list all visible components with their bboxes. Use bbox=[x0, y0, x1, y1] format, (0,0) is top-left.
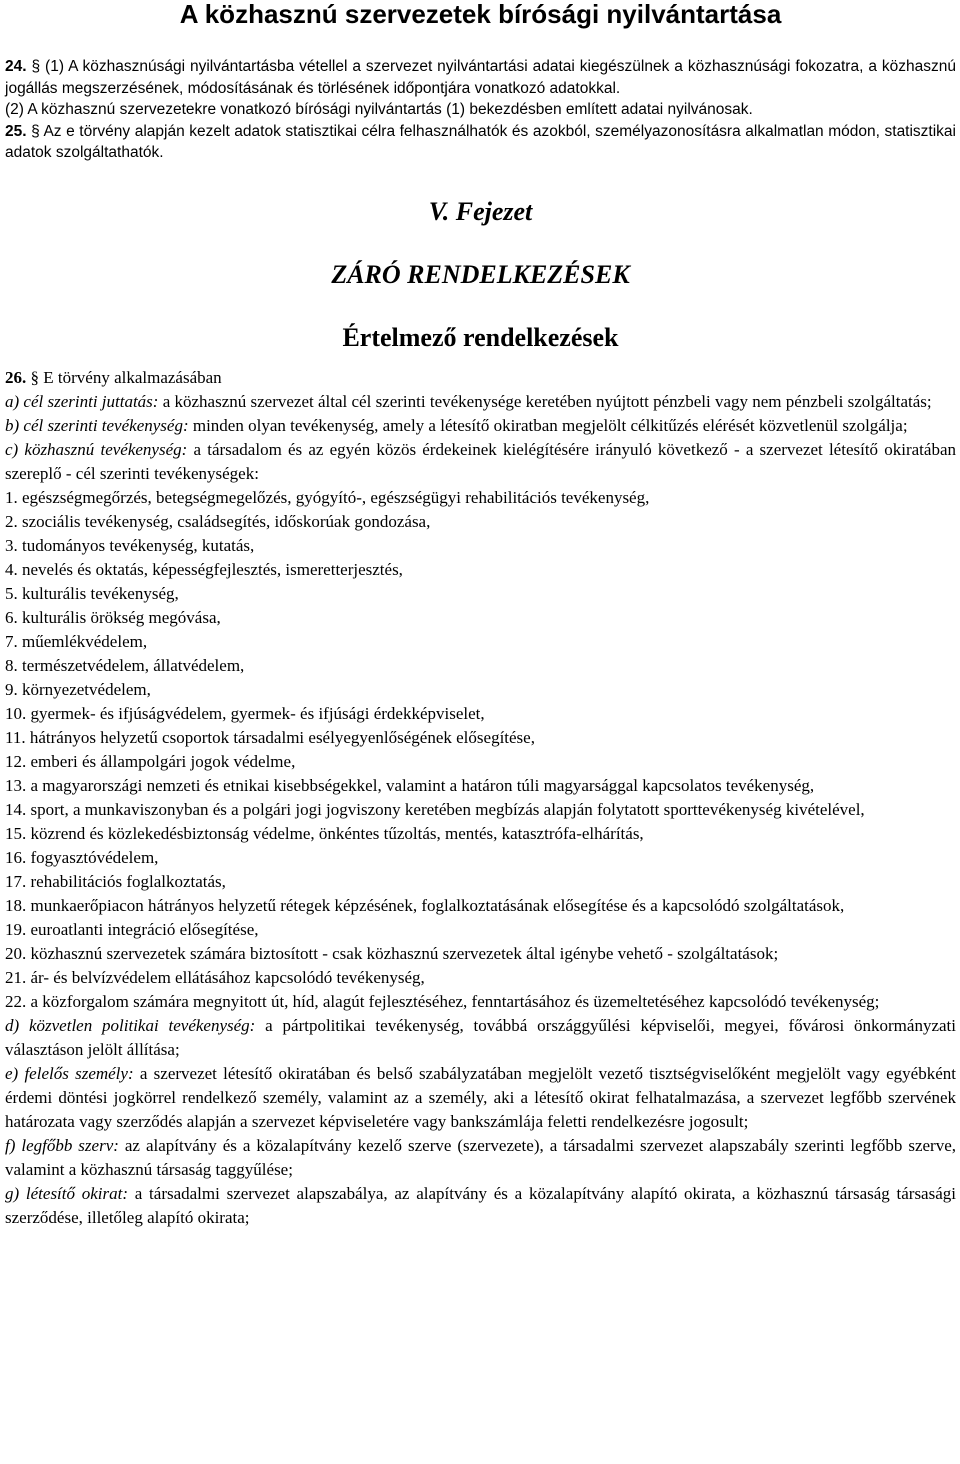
definition-text: a szervezet létesítő okiratában és belső szabályzatában megjelölt vezető tisztségviselőként megjelölt vagy egyébként érdemi döntési jogkörrel rendelkező személy, valamint az a személy, aki a létesítő okirat felhatalmazása, a szervezet legfőbb szervének határozata vagy szerződés alapján a szervezet képviseletére vagy bankszámlája feletti rendelkezésre jogosult; bbox=[5, 1063, 956, 1131]
list-item: 19. euroatlanti integráció elősegítése, bbox=[5, 919, 259, 939]
list-item: 9. környezetvédelem, bbox=[5, 679, 151, 699]
paragraph-24-2: (2) A közhasznú szervezetekre vonatkozó bírósági nyilvántartás (1) bekezdésben említett adatai nyilvánosak. bbox=[5, 101, 753, 118]
definition-term: e) felelős személy: bbox=[5, 1063, 134, 1083]
definition-a bbox=[5, 390, 956, 414]
definition-term: a) cél szerinti juttatás: bbox=[5, 391, 159, 411]
activity-list bbox=[5, 486, 956, 1014]
chapter-heading: V. Fejezet bbox=[428, 196, 533, 226]
definition-term: d) közvetlen politikai tevékenység: bbox=[5, 1015, 256, 1035]
paragraph-text: (1) A közhasznúsági nyilvántartásba vétellel a szervezet nyilvántartási adatai kiegészülnek a közhasznúsági fokozatra, a közhasznú jogállás megszerzésének, módosításának és törlésének időpontjára vonatkozó adatokkal. bbox=[5, 58, 956, 97]
definition-c bbox=[5, 438, 956, 486]
section-heading: ZÁRÓ RENDELKEZÉSEK bbox=[331, 259, 630, 289]
definition-b bbox=[5, 414, 956, 438]
definition-text: a pártpolitikai tevékenység, továbbá országgyűlési képviselői, megyei, fővárosi önkormányzati választáson jelölt állítása; bbox=[5, 1015, 956, 1059]
definition-f bbox=[5, 1134, 956, 1182]
paragraph-number: 26. bbox=[5, 367, 27, 387]
definition-term: b) cél szerinti tevékenység: bbox=[5, 415, 189, 435]
section-24-25 bbox=[5, 56, 956, 164]
definition-e bbox=[5, 1062, 956, 1134]
list-item: 2. szociális tevékenység, családsegítés, időskorúak gondozása, bbox=[5, 511, 431, 531]
list-item: 5. kulturális tevékenység, bbox=[5, 583, 179, 603]
definition-g bbox=[5, 1182, 956, 1230]
paragraph-text: Az e törvény alapján kezelt adatok statisztikai célra felhasználhatók és azokból, személyazonosításra alkalmatlan módon, statisztikai adatok szolgáltathatók. bbox=[5, 122, 956, 161]
section-sign: § bbox=[31, 58, 41, 75]
list-item: 1. egészségmegőrzés, betegségmegelőzés, gyógyító-, egészségügyi rehabilitációs tevékenység, bbox=[5, 487, 650, 507]
definition-d bbox=[5, 1014, 956, 1062]
paragraph-26-intro bbox=[5, 366, 956, 390]
section-26 bbox=[5, 366, 956, 1230]
list-item: 8. természetvédelem, állatvédelem, bbox=[5, 655, 245, 675]
list-item: 12. emberi és állampolgári jogok védelme, bbox=[5, 751, 296, 771]
definition-term: c) közhasznú tevékenység: bbox=[5, 439, 188, 459]
list-item: 10. gyermek- és ifjúságvédelem, gyermek- és ifjúsági érdekképviselet, bbox=[5, 703, 485, 723]
list-item: 16. fogyasztóvédelem, bbox=[5, 847, 159, 867]
subsection-heading: Értelmező rendelkezések bbox=[342, 322, 619, 352]
definition-term: g) létesítő okirat: bbox=[5, 1183, 129, 1203]
definition-text: minden olyan tevékenység, amely a létesítő okiratban megjelölt célkitűzés elérését közvetlenül szolgálja; bbox=[188, 415, 908, 435]
list-item: 20. közhasznú szervezetek számára biztosított - csak közhasznú szervezetek által igénybe vehető - szolgáltatások; bbox=[5, 943, 779, 963]
list-item: 11. hátrányos helyzetű csoportok társadalmi esélyegyenlőségének elősegítése, bbox=[5, 727, 535, 747]
list-item: 7. műemlékvédelem, bbox=[5, 631, 148, 651]
list-item: 21. ár- és belvízvédelem ellátásához kapcsolódó tevékenység, bbox=[5, 967, 425, 987]
list-item: 22. a közforgalom számára megnyitott út, híd, alagút fejlesztéséhez, fenntartásához és üzemeltetéséhez kapcsolódó tevékenység; bbox=[5, 991, 880, 1011]
list-item: 4. nevelés és oktatás, képességfejlesztés, ismeretterjesztés, bbox=[5, 559, 403, 579]
definition-text: az alapítvány és a közalapítvány kezelő szerve (szervezete), a társadalmi szervezet alapszabály szerinti legfőbb szerve, valamint a közhasznú társaság taggyűlése; bbox=[5, 1135, 956, 1179]
paragraph-text: E törvény alkalmazásában bbox=[39, 367, 222, 387]
list-item: 15. közrend és közlekedésbiztonság védelme, önkéntes tűzoltás, mentés, katasztrófa-elhárítás, bbox=[5, 823, 644, 843]
list-item: 14. sport, a munkaviszonyban és a polgári jogi jogviszony keretében megbízás alapján folytatott sporttevékenység kivételével, bbox=[5, 799, 865, 819]
definition-text: a társadalom és az egyén közös érdekeinek kielégítésére irányuló következő - a szervezet létesítő okiratában szereplő - cél szerinti tevékenységek: bbox=[5, 439, 956, 483]
paragraph-number: 25. bbox=[5, 122, 27, 140]
paragraph-25 bbox=[5, 121, 956, 164]
definition-term: f) legfőbb szerv: bbox=[5, 1135, 119, 1155]
section-sign: § bbox=[30, 367, 39, 387]
page-title: A közhasznú szervezetek bírósági nyilvántartása bbox=[179, 0, 782, 29]
list-item: 17. rehabilitációs foglalkoztatás, bbox=[5, 871, 226, 891]
list-item: 18. munkaerőpiacon hátrányos helyzetű rétegek képzésének, foglalkoztatásának elősegítése és a kapcsolódó szolgáltatások, bbox=[5, 895, 845, 915]
definition-text: a társadalmi szervezet alapszabálya, az alapítvány és a közalapítvány alapító okirata, a közhasznú társaság társasági szerződése, illetőleg alapító okirata; bbox=[5, 1183, 956, 1227]
definition-text: a közhasznú szervezet által cél szerinti tevékenysége keretében nyújtott pénzbeli vagy nem pénzbeli szolgáltatás; bbox=[158, 391, 932, 411]
list-item: 6. kulturális örökség megóvása, bbox=[5, 607, 221, 627]
list-item: 3. tudományos tevékenység, kutatás, bbox=[5, 535, 255, 555]
paragraph-24-1 bbox=[5, 56, 956, 99]
list-item: 13. a magyarországi nemzeti és etnikai kisebbségekkel, valamint a határon túli magyarsággal kapcsolatos tevékenység, bbox=[5, 775, 815, 795]
section-sign: § bbox=[31, 122, 40, 140]
paragraph-number: 24. bbox=[5, 58, 27, 75]
